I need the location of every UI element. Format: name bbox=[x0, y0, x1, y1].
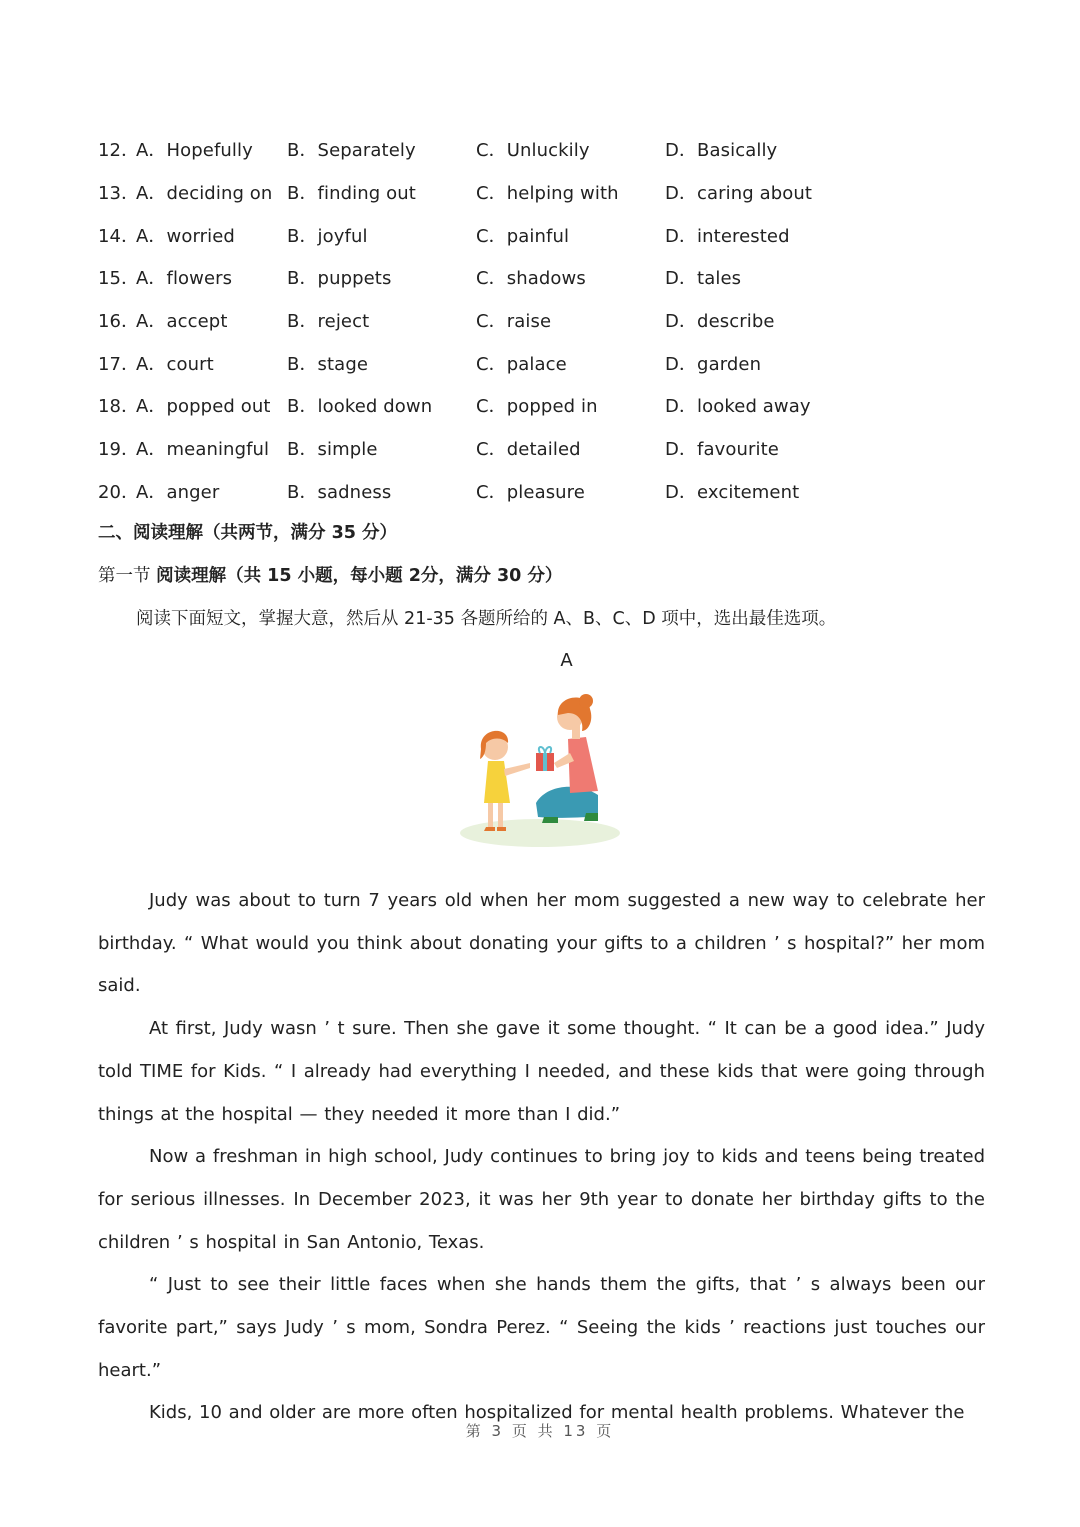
choice-b: B．Separately bbox=[287, 140, 416, 162]
choice-b: B．sadness bbox=[287, 481, 392, 503]
question-number: 13． bbox=[98, 183, 140, 205]
choice-d: D．garden bbox=[665, 353, 762, 375]
choice-a: A．flowers bbox=[136, 268, 233, 290]
choice-c: C．painful bbox=[476, 225, 570, 247]
reading-passage bbox=[98, 880, 985, 1435]
choice-b: B．finding out bbox=[287, 183, 416, 205]
choice-b: B．puppets bbox=[287, 268, 392, 290]
question-number: 17． bbox=[98, 353, 140, 375]
mother-daughter-gift-illustration bbox=[458, 691, 628, 851]
question-number: 19． bbox=[98, 439, 140, 461]
choice-d: D．tales bbox=[665, 268, 742, 290]
option-row-14 bbox=[98, 213, 985, 256]
part-heading bbox=[98, 555, 985, 598]
choice-a: A．worried bbox=[136, 225, 235, 247]
part-prefix: 第一节 bbox=[98, 565, 157, 586]
choice-a: A．Hopefully bbox=[136, 140, 253, 162]
choice-b: B．joyful bbox=[287, 225, 368, 247]
passage-paragraph: “ Just to see their little faces when she hands them the gifts, that ’ s always been our favorite part,” says Judy ’ s mom, Sondra Perez. “ Seeing the kids ’ reactions just touches our heart.” bbox=[98, 1274, 985, 1381]
choice-b: B．simple bbox=[287, 439, 378, 461]
choice-c: C．palace bbox=[476, 353, 567, 375]
choice-c: C．popped in bbox=[476, 396, 598, 418]
choice-d: D．favourite bbox=[665, 439, 779, 461]
choice-c: C．helping with bbox=[476, 183, 619, 205]
option-row-13 bbox=[98, 171, 985, 214]
choice-d: D．looked away bbox=[665, 396, 811, 418]
choice-d: D．interested bbox=[665, 225, 790, 247]
option-row-12 bbox=[98, 128, 985, 171]
choice-c: C．shadows bbox=[476, 268, 586, 290]
passage-paragraph: Kids, 10 and older are more often hospitalized for mental health problems. Whatever the bbox=[149, 1402, 965, 1424]
choice-a: A．anger bbox=[136, 481, 220, 503]
question-number: 18． bbox=[98, 396, 140, 418]
question-number: 15． bbox=[98, 268, 140, 290]
gift-box bbox=[536, 747, 554, 771]
options-table bbox=[98, 128, 985, 512]
option-row-15 bbox=[98, 256, 985, 299]
choice-b: B．reject bbox=[287, 311, 370, 333]
choice-d: D．caring about bbox=[665, 183, 813, 205]
instruction-text: 阅读下面短文，掌握大意，然后从 21-35 各题所给的 A、B、C、D 项中，选出最佳选项。 bbox=[136, 608, 837, 629]
passage-label: A bbox=[560, 650, 573, 672]
question-page bbox=[98, 128, 985, 851]
choice-a: A．meaningful bbox=[136, 439, 270, 461]
option-row-20 bbox=[98, 470, 985, 513]
passage-paragraph: Now a freshman in high school, Judy continues to bring joy to kids and teens being treated for serious illnesses. In December 2023, it was her 9th year to donate her birthday gifts to the children ’ s hospital in San Antonio, Texas. bbox=[98, 1146, 985, 1253]
choice-d: D．Basically bbox=[665, 140, 778, 162]
girl-figure bbox=[480, 731, 530, 831]
section-heading: 二、阅读理解（共两节，满分 35 分） bbox=[98, 523, 398, 544]
ground-shadow bbox=[460, 819, 620, 847]
page-number: 第 3 页 共 13 页 bbox=[465, 1422, 615, 1440]
choice-a: A．popped out bbox=[136, 396, 271, 418]
choice-a: A．court bbox=[136, 353, 214, 375]
option-row-17 bbox=[98, 341, 985, 384]
choice-c: C．raise bbox=[476, 311, 552, 333]
question-number: 12． bbox=[98, 140, 140, 162]
passage-paragraph: Judy was about to turn 7 years old when her mom suggested a new way to celebrate her birthday. “ What would you think about donating your gifts to a children ’ s hospital?” her mom said. bbox=[98, 890, 985, 997]
question-number: 16． bbox=[98, 311, 140, 333]
part-title: 阅读理解（共 15 小题，每小题 2分，满分 30 分） bbox=[156, 565, 563, 586]
option-row-19 bbox=[98, 427, 985, 470]
question-number: 14． bbox=[98, 225, 140, 247]
choice-d: D．excitement bbox=[665, 481, 800, 503]
question-number: 20． bbox=[98, 481, 140, 503]
passage-paragraph: At first, Judy wasn ’ t sure. Then she gave it some thought. “ It can be a good idea.” Judy told TIME for Kids. “ I already had everything I needed, and these kids that were going through things at the hospital — they needed it more than I did.” bbox=[98, 1018, 985, 1125]
choice-c: C．pleasure bbox=[476, 481, 585, 503]
choice-b: B．looked down bbox=[287, 396, 433, 418]
choice-b: B．stage bbox=[287, 353, 369, 375]
choice-a: A．deciding on bbox=[136, 183, 273, 205]
choice-c: C．detailed bbox=[476, 439, 581, 461]
option-row-16 bbox=[98, 299, 985, 342]
option-row-18 bbox=[98, 384, 985, 427]
choice-c: C．Unluckily bbox=[476, 140, 590, 162]
choice-a: A．accept bbox=[136, 311, 228, 333]
choice-d: D．describe bbox=[665, 311, 775, 333]
